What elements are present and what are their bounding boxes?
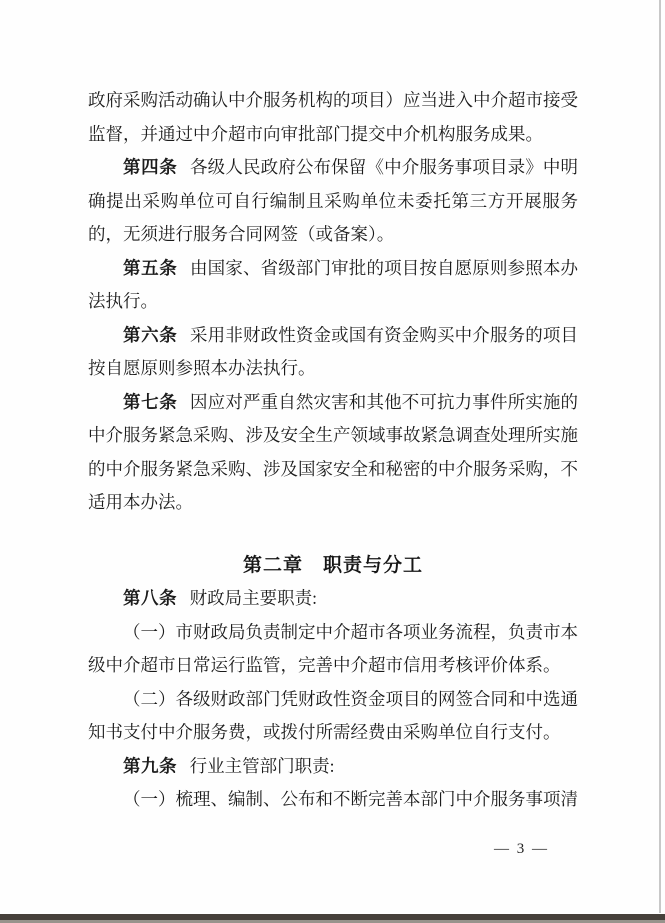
paragraph-text: 财政局主要职责: [189,588,317,608]
paragraph-text: （二）各级财政部门凭财政性资金项目的网签合同和中选通知书支付中介服务费，或拨付所需经费由采购单位自行支付。 [88,688,578,742]
clause-1-paragraph [88,616,578,683]
article-9-number: 第九条 [123,755,177,776]
scan-edge-right [659,0,662,923]
scan-edge-bottom [0,913,665,923]
article-9-paragraph [88,750,578,784]
article-4-paragraph [88,151,578,252]
paragraph-text: 政府采购活动确认中介服务机构的项目）应当进入中介超市接受监督，并通过中介超市向审批部门提交中介机构服务成果。 [88,90,578,144]
article-8-number: 第八条 [123,588,177,608]
article-8-paragraph [88,582,578,616]
clause-2-paragraph [88,683,578,750]
paragraph-text: 行业主管部门职责: [189,755,335,776]
paragraph-text: 由国家、省级部门审批的项目按自愿原则参照本办法执行。 [88,257,579,311]
page-number: — 3 — [494,841,549,857]
paragraph-text: 各级人民政府公布保留《中介服务事项目录》中明确提出采购单位可自行编制且采购单位未委托第三方开展服务的，无须进行服务合同网签（或备案）。 [88,157,579,244]
paragraph-text: 采用非财政性资金或国有资金购买中介服务的项目按自愿原则参照本办法执行。 [88,324,579,378]
continuation-paragraph [88,84,578,151]
article-5-paragraph [88,252,578,319]
article-4-number: 第四条 [123,157,178,177]
paragraph-text: 因应对严重自然灾害和其他不可抗力事件所实施的中介服务紧急采购、涉及安全生产领域事故紧急调查处理所实施的中介服务紧急采购、涉及国家安全和秘密的中介服务采购，不适用本办法。 [88,391,579,512]
article-7-paragraph [88,386,578,520]
paragraph-text: （一）市财政局负责制定中介超市各项业务流程，负责市本级中介超市日常运行监管，完善中介超市信用考核评价体系。 [88,621,578,675]
article-7-number: 第七条 [123,391,178,412]
chapter-2-heading: 第二章 职责与分工 [242,554,423,576]
paragraph-text: （一）梳理、编制、公布和不断完善本部门中介服务事项清 [123,789,578,809]
document-body [88,84,578,817]
clause-1b-paragraph [88,783,578,817]
article-6-number: 第六条 [123,324,178,345]
article-5-number: 第五条 [123,257,178,278]
article-6-paragraph [88,319,578,386]
